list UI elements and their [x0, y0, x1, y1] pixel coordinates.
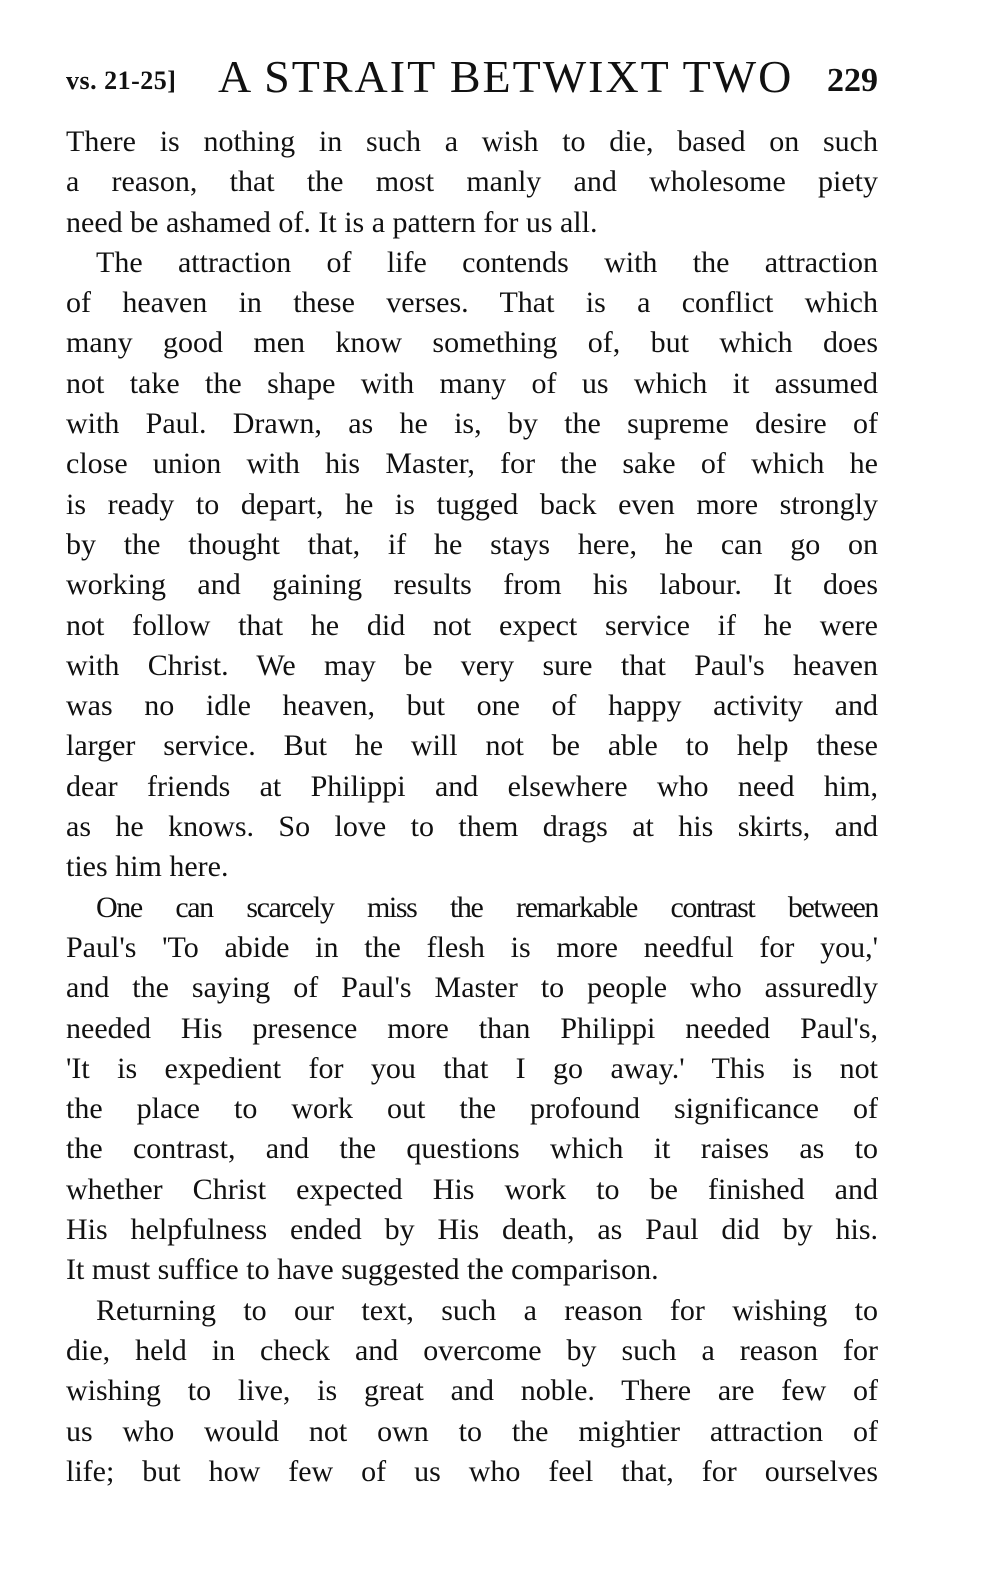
verse-reference: vs. 21-25] — [66, 66, 177, 95]
text-line: working and gaining results from his labour. It does — [66, 568, 878, 602]
page-header — [66, 44, 878, 114]
text-line: life; but how few of us who feel that, for ourselves — [66, 1454, 878, 1488]
text-line: His helpfulness ended by His death, as Paul did by his. — [66, 1213, 878, 1247]
text-line: whether Christ expected His work to be finished and — [66, 1172, 878, 1206]
text-line: dear friends at Philippi and elsewhere who need him, — [66, 769, 878, 803]
body-text — [66, 122, 878, 1492]
text-line: close union with his Master, for the sake of which he — [66, 447, 878, 481]
text-line: die, held in check and overcome by such a reason for — [66, 1333, 878, 1367]
text-line: as he knows. So love to them drags at his skirts, and — [66, 810, 878, 844]
text-line: with Christ. We may be very sure that Paul's heaven — [66, 648, 878, 682]
text-line: 'It is expedient for you that I go away.' This is not — [66, 1051, 878, 1085]
text-line: The attraction of life contends with the attraction — [96, 245, 878, 279]
text-line: One can scarcely miss the remarkable contrast between — [96, 890, 878, 924]
text-line: the place to work out the profound significance of — [66, 1092, 878, 1126]
text-line: is ready to depart, he is tugged back even more strongly — [66, 487, 878, 521]
text-line: not take the shape with many of us which it assumed — [66, 366, 878, 400]
running-title: A STRAIT BETWIXT TWO — [218, 51, 794, 102]
text-line: the contrast, and the questions which it raises as to — [66, 1132, 878, 1166]
text-line: Paul's 'To abide in the flesh is more needful for you,' — [66, 930, 878, 964]
text-line: of heaven in these verses. That is a conflict which — [66, 286, 878, 320]
text-line: There is nothing in such a wish to die, based on such — [66, 125, 878, 158]
text-line: Returning to our text, such a reason for wishing to — [96, 1293, 878, 1327]
text-line: many good men know something of, but which does — [66, 326, 878, 360]
text-line: a reason, that the most manly and wholesome piety — [66, 165, 878, 199]
text-line: need be ashamed of. It is a pattern for us all. — [66, 205, 598, 239]
text-line: and the saying of Paul's Master to people who assuredly — [66, 971, 878, 1005]
text-line: ties him here. — [66, 850, 229, 884]
text-line: larger service. But he will not be able to help these — [66, 729, 878, 763]
text-line: by the thought that, if he stays here, he can go on — [66, 527, 878, 561]
text-line: not follow that he did not expect service if he were — [66, 608, 878, 642]
text-line: wishing to live, is great and noble. There are few of — [66, 1374, 878, 1408]
text-line: was no idle heaven, but one of happy activity and — [66, 689, 878, 723]
text-line: needed His presence more than Philippi needed Paul's, — [66, 1011, 878, 1045]
text-line: with Paul. Drawn, as he is, by the supreme desire of — [66, 407, 878, 441]
page-number: 229 — [827, 62, 878, 99]
text-line: It must suffice to have suggested the comparison. — [66, 1253, 659, 1287]
text-line: us who would not own to the mightier attraction of — [66, 1414, 878, 1448]
